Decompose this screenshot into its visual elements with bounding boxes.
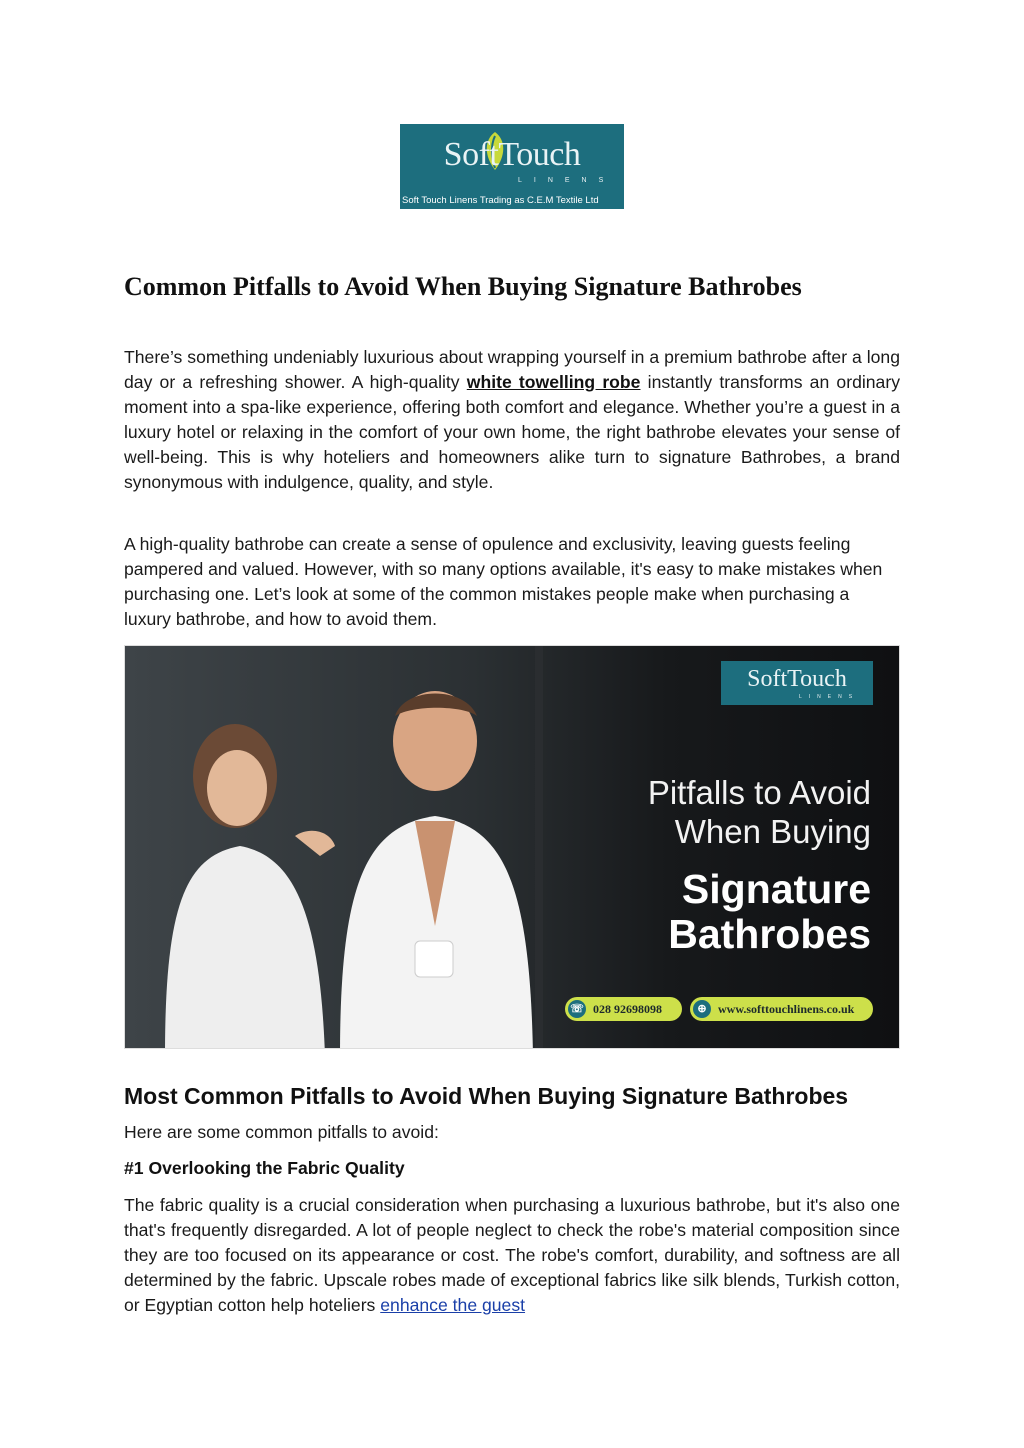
phone-pill: [565, 997, 682, 1021]
section-intro: Here are some common pitfalls to avoid:: [124, 1122, 439, 1142]
phone-number: 028 92698098: [593, 1002, 662, 1016]
white-towelling-robe-link[interactable]: white towelling robe: [466, 372, 641, 392]
section-heading: Most Common Pitfalls to Avoid When Buying Signature Bathrobes: [124, 1083, 849, 1109]
intro-text-start: There’s something undeniably luxurious about wrapping yourself in a premium bathrobe after a long day or a refreshing shower. A high-quality: [124, 347, 900, 392]
website-pill: [690, 997, 873, 1021]
pitfall1-heading: #1 Overlooking the Fabric Quality: [124, 1158, 405, 1178]
logo-brand-text: SoftTouch: [443, 136, 581, 173]
website-url: www.softtouchlinens.co.uk: [718, 1002, 855, 1016]
banner-logo: [721, 661, 873, 705]
intro-text-end: instantly transforms an ordinary moment into a spa-like experience, offering both comfort and elegance. Whether you’re a guest in a luxury hotel or relaxing in the comfort of your own home, the right bathrobe elevates your sense of well-being. This is why hoteliers and homeowners alike turn to signature Bathrobes, a brand synonymous with indulgence, quality, and style.: [124, 372, 900, 492]
brand-logo: [400, 124, 624, 209]
hero-banner-image: [124, 645, 900, 1049]
enhance-the-guest-link[interactable]: enhance the guest: [380, 1295, 526, 1315]
page-title: Common Pitfalls to Avoid When Buying Signature Bathrobes: [124, 272, 802, 301]
banner-headline-line2: When Buying: [674, 813, 871, 850]
banner-headline-line1: Pitfalls to Avoid: [647, 774, 871, 811]
logo-tagline: Soft Touch Linens Trading as C.E.M Textile Ltd: [402, 195, 599, 206]
banner-headline-line3: Signature: [681, 866, 871, 912]
globe-icon: ⊕: [693, 1000, 711, 1018]
intro-paragraph: [124, 345, 900, 495]
woman-in-bathrobe-image: [145, 706, 345, 1049]
man-in-bathrobe-image: [335, 686, 535, 1049]
second-paragraph: A high-quality bathrobe can create a sense of opulence and exclusivity, leaving guests feeling pampered and valued. However, with so many options available, it's easy to make mistakes when purchasing one. Let’s look at some of the common mistakes people make when purchasing a luxury bathrobe, and how to avoid them.: [124, 534, 883, 629]
logo-sub-text: LINENS: [518, 177, 616, 184]
phone-icon: ☏: [568, 1000, 586, 1018]
pitfall1-text: The fabric quality is a crucial consideration when purchasing a luxurious bathrobe, but it's also one that's frequently disregarded. A lot of people neglect to check the robe's material composition since they are too focused on its appearance or cost. The robe's comfort, durability, and softness are all determined by the fabric. Upscale robes made of exceptional fabrics like silk blends, Turkish cotton, or Egyptian cotton help hoteliers: [124, 1195, 900, 1315]
banner-logo-sub: LINENS: [799, 694, 860, 700]
pitfall1-paragraph: [124, 1193, 900, 1318]
door-frame: [535, 646, 543, 1049]
banner-headline-line4: Bathrobes: [668, 911, 871, 957]
banner-logo-brand: SoftTouch: [747, 666, 847, 692]
